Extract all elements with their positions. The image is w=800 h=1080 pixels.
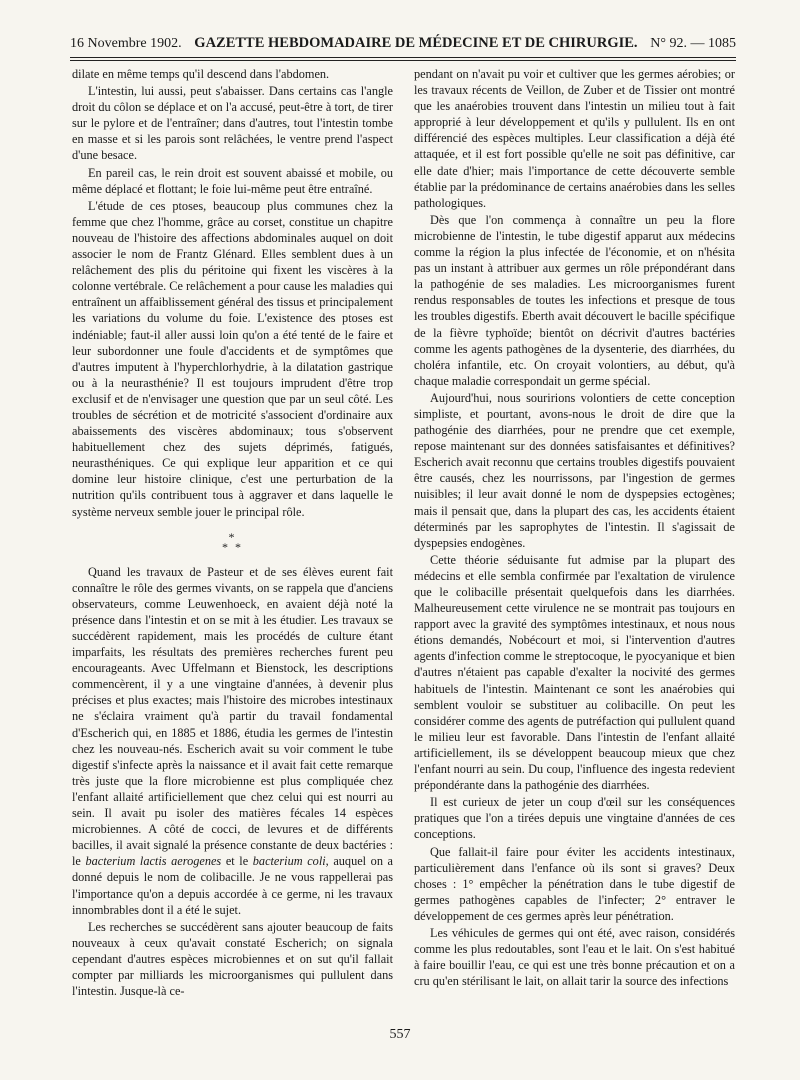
right-paragraph-1: pendant on n'avait pu voir et cultiver que les germes aérobies; or les travaux récents de Veillon, de Zuber et de Tissier ont montré que les anaérobies trouvent dans l'intestin un milieu tout à fait approprié à leur développement et qu'ils y pullulent. Ils en ont différencié des espèces multiples. Leur classification a déjà été attaquée, et il est fort possible qu'elle ne soit pas définitive, car elle date d'hier; mais l'importance de cette découverte semble établie par la prédominance de certains anaérobies dans les selles pathologiques.	[414, 67, 735, 210]
header-rule-thin	[70, 57, 736, 58]
right-paragraph-2: Dès que l'on commença à connaître un peu la flore microbienne de l'intestin, le tube digestif apparut aux médecins comme la région la plus infectée de l'économie, et on n'hésita pas un instant à attribuer aux germes un rôle prépondérant dans la pathogénie de ses maladies. Les microorganismes furent rendus responsables de toutes les infections et presque de tous les troubles digestifs. Eberth avait découvert le bacille spécifique de la fièvre typhoïde; bientôt on décrivit d'autres bactéries comme les agents pathogènes de la dysenterie, des diarrhées, du choléra infantile, etc. On croyait volontiers, au début, qu'à chaque maladie correspondait un germe spécial.	[414, 212, 735, 388]
left-p5-part-b: et le	[225, 854, 249, 869]
bacterium-lactis-term: bacterium lactis aerogenes	[85, 854, 222, 869]
asterism-bottom: * *	[222, 539, 243, 554]
section-asterism	[72, 529, 393, 554]
left-paragraph-2: L'intestin, lui aussi, peut s'abaisser. Dans certains cas l'angle droit du côlon se déplace et on l'a accusé, peut-être à tort, de tirer sur le pylore et de l'entraîner; dans d'autres, tout l'intestin tombe en masse et si les parois sont relâchées, le ventre prend l'aspect d'une besace.	[72, 84, 393, 163]
right-paragraph-5: Il est curieux de jeter un coup d'œil sur les conséquences pratiques que l'on a tirées depuis une vingtaine d'années de ces conceptions.	[414, 795, 735, 842]
issue-page-number: N° 92. — 1085	[650, 36, 736, 51]
left-paragraph-4: L'étude de ces ptoses, beaucoup plus communes chez la femme que chez l'homme, grâce au corset, constitue un chapitre nouveau de l'histoire des affections abdominales auquel on doit associer le nom de Frantz Glénard. Elles semblent dues à un relâchement des plis du péritoine qui fixent les viscères à la colonne vertébrale. Ce relâchement a pour cause les maladies qui entraînent un affaiblissement général des tissus et principalement les variations du volume du foie. L'existence des ptoses est indéniable; faut-il aller aussi loin qu'on a été tenté de le faire et leur subordonner une foule d'accidents et de symptômes que d'autres imputent à l'hyperchlorhydrie, à la dilatation gastrique ou à la neurasthénie? Il est toujours imprudent d'être trop exclusif et de n'envisager une question que par un seul côté. Les troubles de sécrétion et de motricité s'associent d'ordinaire aux abaissements des viscères abdominaux; tous s'observent habituellement chez des sujets déprimés, fatigués, neurasthéniques. Ce qui explique leur apparition et ce qui domine leur histoire clinique, c'est une perturbation de la nutrition qu'ils contribuent tous à aggraver et dans laquelle le système nerveux semble jouer le principal rôle.	[72, 198, 393, 519]
right-paragraph-3: Aujourd'hui, nous souririons volontiers de cette conception simpliste, et pourtant, avons-nous le droit de dire que la pathogénie des diarrhées, pour ne prendre que cet exemple, repose maintenant sur des données satisfaisantes et définitives? Escherich avait reconnu que certains troubles digestifs pouvaient être causés, chez les nourrissons, par l'ingestion de germes nuisibles; il leur avait donné le nom de dyspepsies ectogènes; mais il pensait que, dans la plupart des cas, les accidents étaient déterminés par les saprophytes de l'intestin. Il s'agissait de dyspepsies endogènes.	[414, 390, 735, 550]
right-paragraph-6: Que fallait-il faire pour éviter les accidents intestinaux, particulièrement dans l'enfance où ils sont si graves? Deux choses : 1° empêcher la pénétration dans le tube digestif de germes pathogènes capables de l'infecter; 2° entraver le développement de ces germes après leur pénétration.	[414, 844, 735, 923]
left-column	[72, 66, 393, 999]
journal-title: GAZETTE HEBDOMADAIRE DE MÉDECINE ET DE CHIRURGIE.	[194, 35, 638, 51]
header-rule-thick	[70, 60, 736, 61]
left-p5-part-a: Quand les travaux de Pasteur et de ses élèves eurent fait connaître le rôle des germes vivants, on se rappela que d'anciens observateurs, comme Leuwenhoeck, en avaient déjà noté la présence dans l'intestin et on se mit à les étudier. Les travaux se succédèrent rapidement, mais les procédés de culture étant imparfaits, les résultats des premières recherches furent peu encourageants. Avec Uffelmann et Bienstock, les descriptions commencèrent, il y a une vingtaine d'années, à devenir plus précises et plus exactes; mais l'histoire des microbes intestinaux ne s'éclaira vraiment qu'à partir du travail fondamental d'Escherich qui, en 1885 et 1886, étudia les germes de l'intestin chez les nouveau-nés. Escherich avait su voir comment le tube digestif s'infecte après la naissance et il avait fait cette remarque très juste que la flore microbienne est plus compliquée chez l'enfant allaité artificiellement que chez celui qui est nourri au sein. Il avait pu isoler des matières fécales 14 espèces microbiennes. A côté de cocci, de levures et de différents bacilles, il avait signalé la présence constante de deux bactéries : le	[72, 564, 393, 869]
page-folio: 557	[389, 1027, 411, 1042]
right-paragraph-4: Cette théorie séduisante fut admise par la plupart des médecins et elle sembla confirmée par l'exaltation de virulence que le colibacille présentait quelquefois dans les diarrhées. Malheureusement cette virulence ne se montrait pas toujours en rapport avec la gravité des symptômes intestinaux, et nous nous étions demandés, Nobécourt et moi, si l'intervention d'autres agents d'infection comme le streptocoque, le pyocyanique et bien d'autres n'étaient pas capable d'exalter la nocivité des germes habituels de l'intestin. Maintenant ce sont les anaérobies qui semblent vouloir se substituer au colibacille. On peut les considérer comme des agents de putréfaction qui pullulent quand le milieu leur est favorable. Dans l'intestin de l'enfant allaité artificiellement, ils se développent beaucoup mieux que chez l'enfant nourri au sein. Du coup, l'influence des ingesta redevient prépondérante dans la pathogénie des diarrhées.	[414, 552, 735, 793]
right-paragraph-7: Les véhicules de germes qui ont été, avec raison, considérés comme les plus redoutables, sont l'eau et le lait. On s'est habitué à faire bouillir l'eau, ce qui est une très bonne précaution et on a cru qu'en stérilisant le lait, on allait tarir la source des infections	[414, 925, 735, 989]
left-paragraph-1: dilate en même temps qu'il descend dans l'abdomen.	[72, 67, 330, 81]
header-date: 16 Novembre 1902.	[70, 36, 182, 51]
right-column	[414, 66, 735, 989]
left-paragraph-6: Les recherches se succédèrent sans ajouter beaucoup de faits nouveaux à ceux qu'avait constaté Escherich; on signala cependant d'autres espèces microbiennes et on sut qu'il fallait compter par milliards les microorganismes qui pullulent dans l'intestin. Jusque-là ce-	[72, 919, 393, 999]
left-paragraph-3: En pareil cas, le rein droit est souvent abaissé et mobile, ou même déplacé et flottant; le foie lui-même peut être entraîné.	[72, 165, 393, 196]
left-paragraph-5	[72, 564, 393, 918]
running-header	[70, 33, 736, 53]
left-p5-part-c: , auquel on a donné depuis le nom de colibacille. Je ne vous rappellerai pas l'importance qu'on a depuis accordée à ce germe, ni les travaux innombrables dont il a été le sujet.	[72, 854, 394, 917]
asterism-top: *	[228, 529, 237, 544]
bacterium-coli-term: bacterium coli	[252, 854, 326, 869]
